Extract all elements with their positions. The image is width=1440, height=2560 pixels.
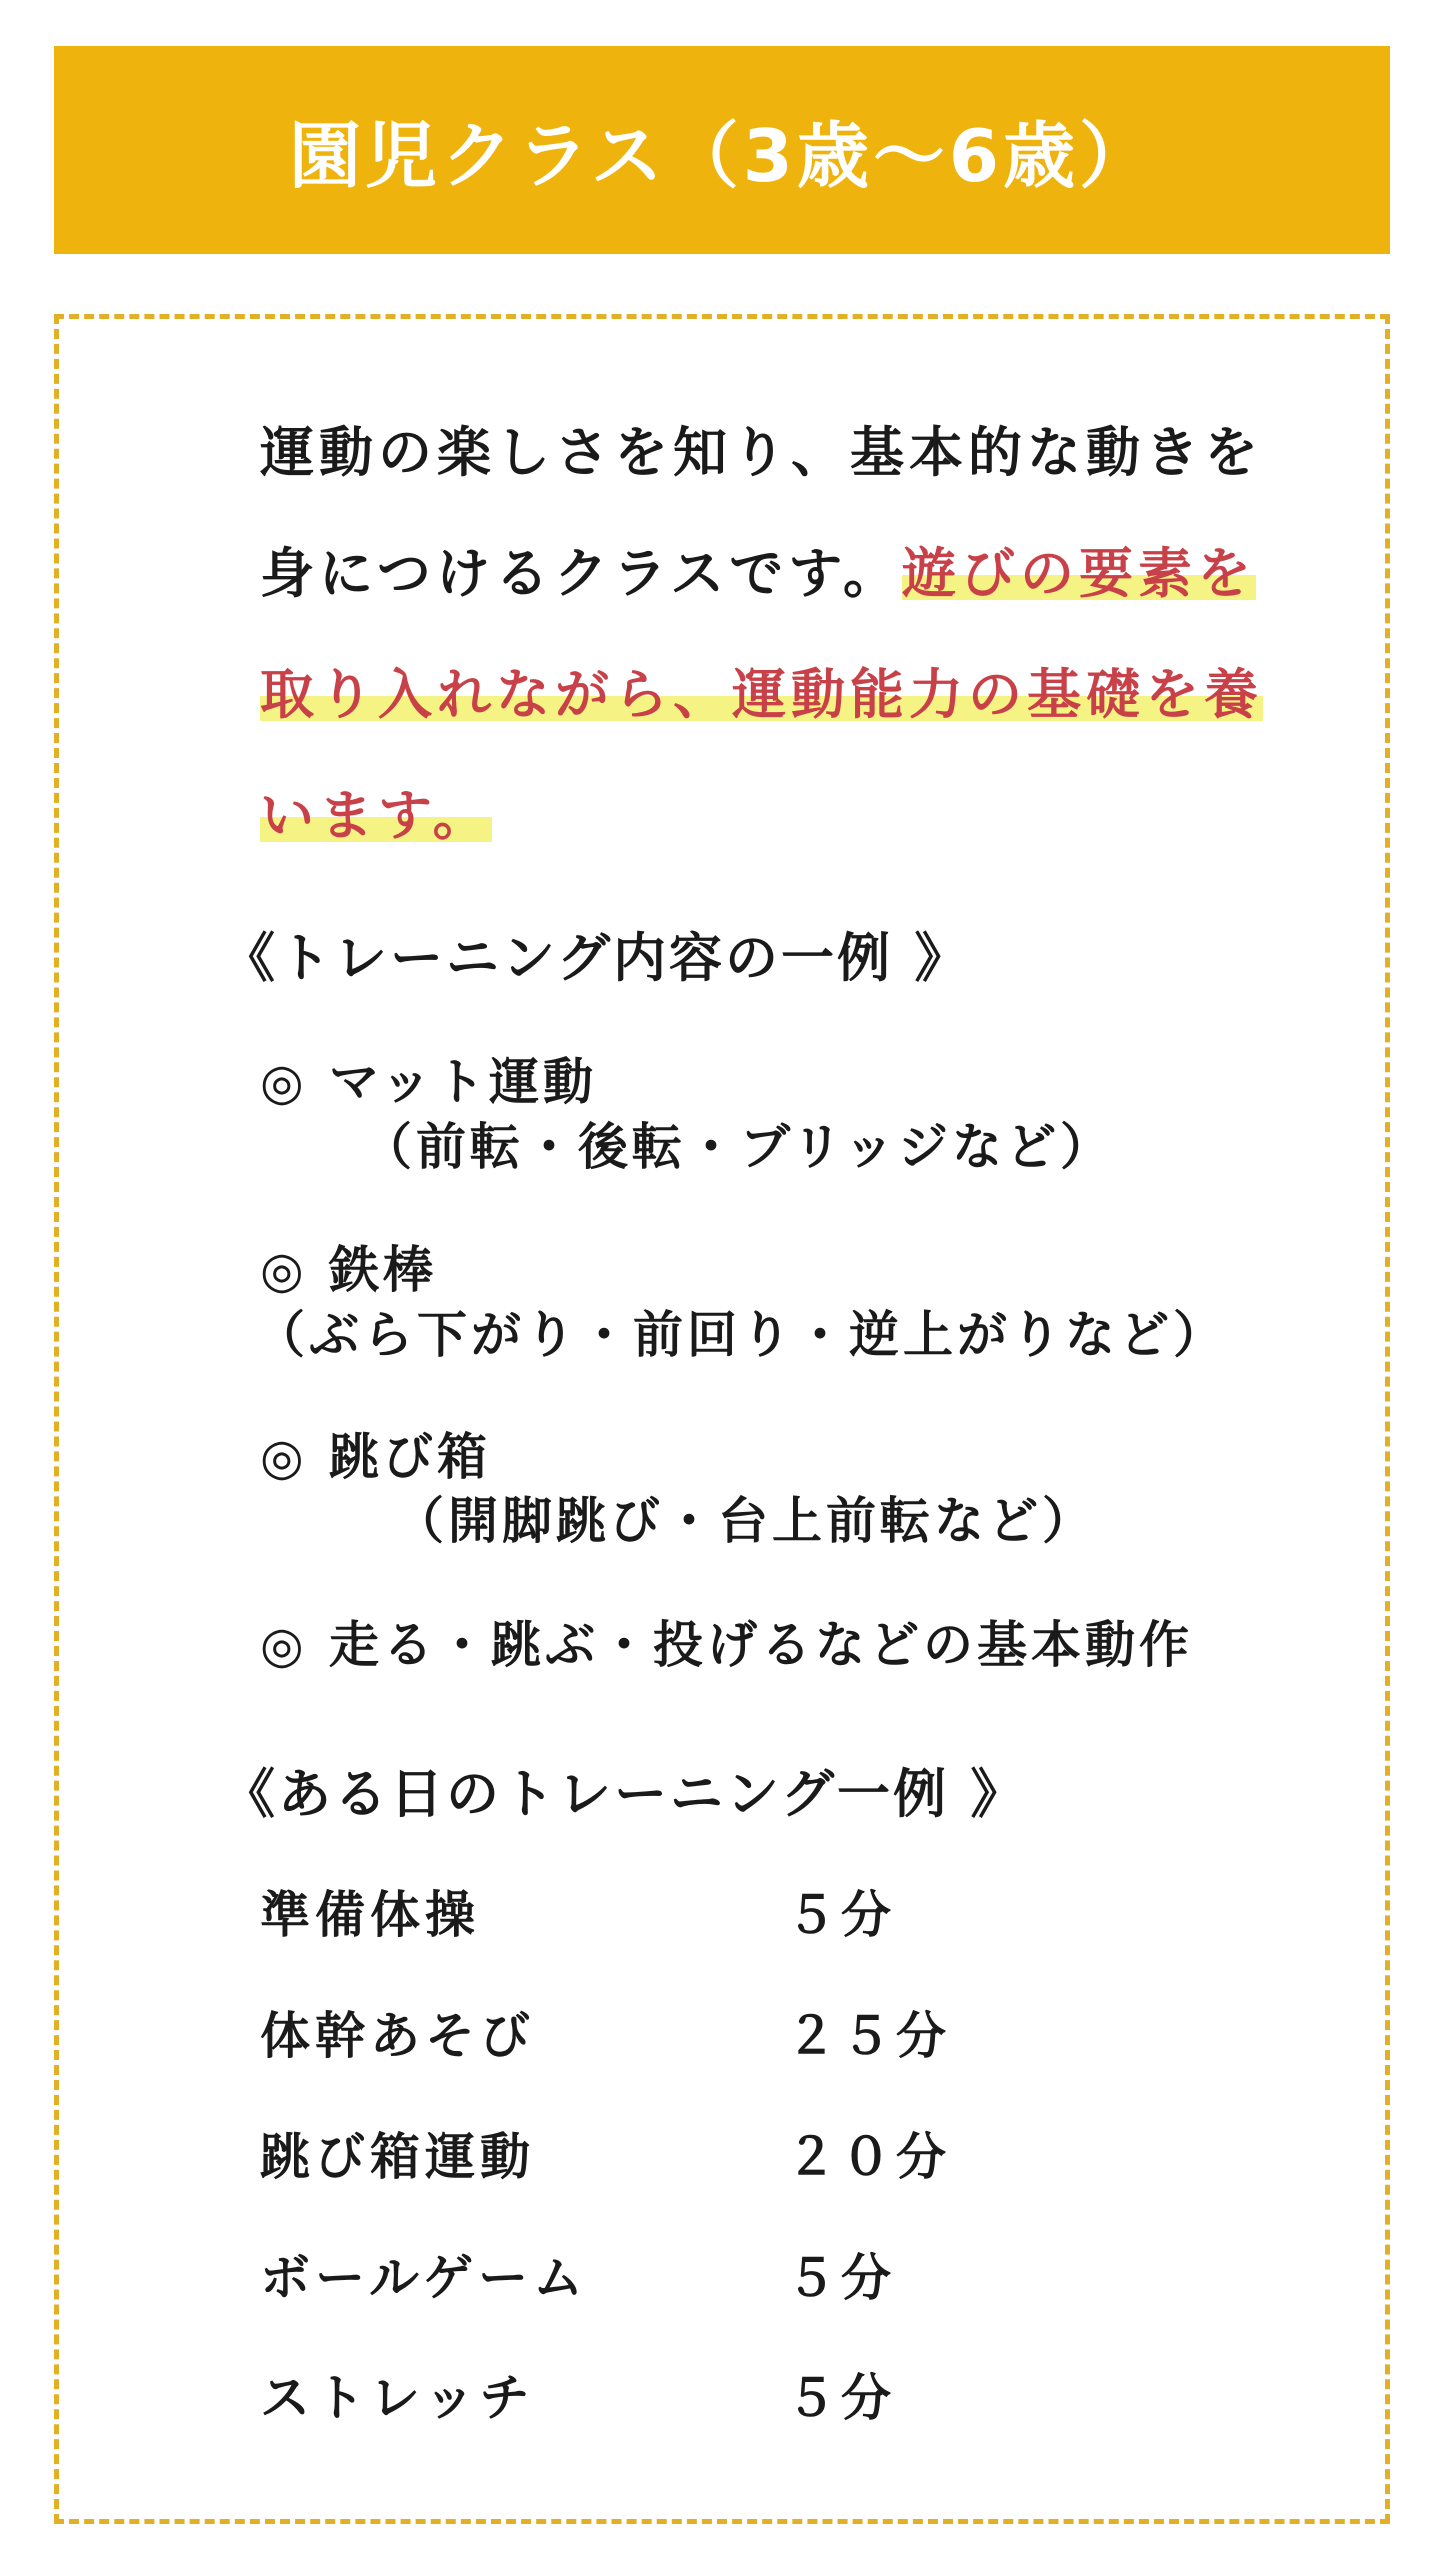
schedule-row bbox=[260, 2117, 1160, 2197]
menu-item-mat-exercise-detail: （前転・後転・ブリッジなど） bbox=[362, 1118, 1114, 1176]
training-menu-heading: 《トレーニング内容の一例 》 bbox=[222, 928, 971, 989]
menu-item-basic-movements-title: ◎ 走る・跳ぶ・投げるなどの基本動作 bbox=[260, 1616, 1194, 1674]
intro-line-1 bbox=[260, 392, 1263, 513]
schedule-activity-duration: ５分 bbox=[786, 2249, 896, 2307]
schedule-row bbox=[260, 2358, 1160, 2438]
schedule-activity-duration: ２５分 bbox=[786, 2007, 951, 2065]
intro-text: 身につけるクラスです。 bbox=[260, 542, 902, 605]
menu-item-vaulting-box-detail: （開脚跳び・台上前転など） bbox=[394, 1492, 1096, 1550]
schedule-activity-duration: ５分 bbox=[786, 2369, 896, 2427]
intro-text: 運動の楽しさを知り、基本的な動きを bbox=[260, 421, 1263, 484]
schedule-row bbox=[260, 1996, 1160, 2076]
intro-paragraph bbox=[260, 392, 1263, 876]
intro-highlight-text: 取り入れながら、運動能力の基礎を養 bbox=[260, 663, 1263, 726]
intro-line-3 bbox=[260, 634, 1263, 755]
schedule-activity-name: 体幹あそび bbox=[260, 2007, 535, 2065]
schedule-row bbox=[260, 2238, 1160, 2318]
menu-item-iron-bar-detail: （ぶら下がり・前回り・逆上がりなど） bbox=[255, 1306, 1227, 1364]
intro-highlight-text: います。 bbox=[260, 784, 492, 847]
schedule-activity-name: ストレッチ bbox=[260, 2369, 535, 2427]
menu-item-mat-exercise-title: ◎ マット運動 bbox=[260, 1053, 598, 1111]
class-header-banner bbox=[54, 46, 1390, 254]
schedule-activity-duration: ２０分 bbox=[786, 2128, 951, 2186]
schedule-heading: 《ある日のトレーニング一例 》 bbox=[222, 1764, 1027, 1825]
menu-item-iron-bar-title: ◎ 鉄棒 bbox=[260, 1241, 438, 1299]
intro-line-4 bbox=[260, 755, 1260, 876]
schedule-activity-duration: ５分 bbox=[786, 1886, 896, 1944]
menu-item-vaulting-box-title: ◎ 跳び箱 bbox=[260, 1428, 492, 1486]
schedule-activity-name: 準備体操 bbox=[260, 1886, 480, 1944]
intro-line-2 bbox=[260, 513, 1260, 634]
schedule-activity-name: ボールゲーム bbox=[260, 2249, 588, 2307]
schedule-activity-name: 跳び箱運動 bbox=[260, 2128, 535, 2186]
page-title: 園児クラス（3歳～6歳） bbox=[288, 114, 1156, 198]
intro-highlight-text: 遊びの要素を bbox=[901, 542, 1256, 605]
schedule-row bbox=[260, 1875, 1160, 1955]
